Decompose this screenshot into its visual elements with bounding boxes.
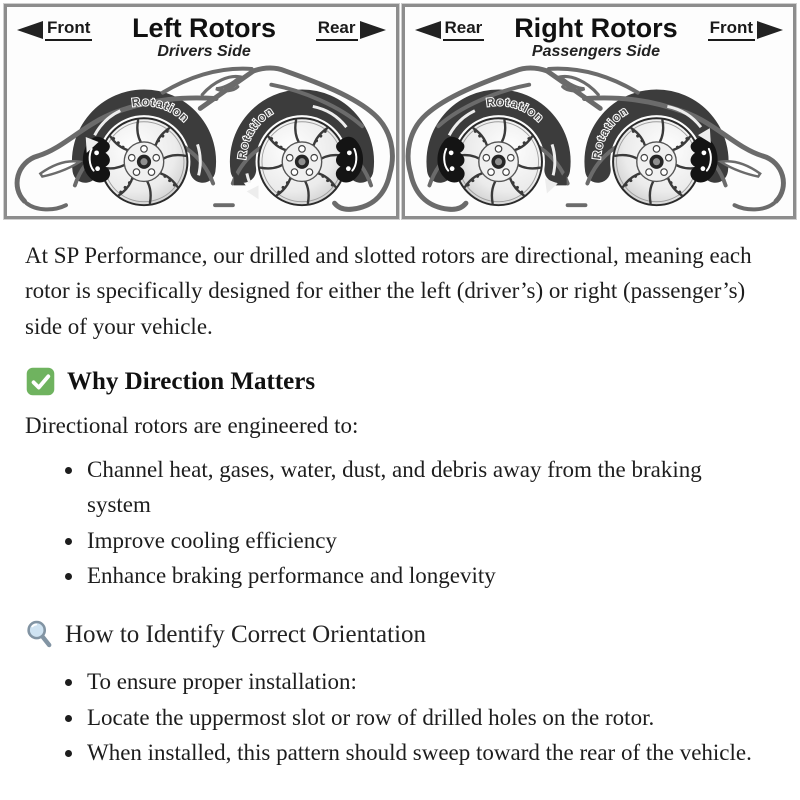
engineered-lead-text: Directional rotors are engineered to: [25,413,359,439]
right-car-illustration [405,63,794,219]
rotation-label: Rotation [485,96,546,126]
bullet-item: • Channel heat, gases, water, dust, and debris away from the braking system [85,452,758,523]
arrow-right-icon [757,21,783,39]
panel-subtitle: Passengers Side [531,43,660,60]
left-rotors-panel [4,4,399,219]
left-car-illustration [7,63,396,219]
panel-subtitle: Drivers Side [157,43,251,60]
identify-orientation-heading [25,619,758,650]
right-panel-header [405,7,794,61]
why-direction-matters-heading [25,366,758,397]
panel-title: Right Rotors [514,13,678,43]
panel-titles [484,15,707,61]
arrow-right-icon [360,21,386,39]
arrow-left-icon [415,21,441,39]
direction-label: Front [45,19,92,41]
check-mark-icon [25,366,56,397]
bullet-item: • Enhance braking performance and longevity [85,558,758,593]
bullet-item: • Improve cooling efficiency [85,523,758,558]
identify-bullet-list [25,664,758,770]
why-bullet-list [25,452,758,594]
right-rotors-panel [402,4,797,219]
bullet-item: • To ensure proper installation: [85,664,758,699]
arrow-left-icon [17,21,43,39]
bullet-item: • When installed, this pattern should sweep toward the rear of the vehicle. [85,735,758,770]
heading-text: How to Identify Correct Orientation [65,620,427,648]
rear-direction-indicator [316,19,386,41]
intro-paragraph: At SP Performance, our drilled and slotted rotors are directional, meaning each rotor is specifically designed for either the left (driver’s) or right (passenger’s) side of your vehicle. [25,243,752,339]
rear-direction-indicator [415,19,485,41]
rotor-direction-diagram [0,0,800,219]
direction-label: Rear [443,19,485,41]
front-direction-indicator [708,19,783,41]
heading-text: Why Direction Matters [67,367,316,395]
article-body [0,219,800,771]
panel-titles [92,15,315,61]
front-direction-indicator [17,19,92,41]
rotation-label: Rotation [590,104,631,161]
direction-label: Front [708,19,755,41]
magnifying-glass-icon [25,619,54,650]
left-panel-header [7,7,396,61]
rotation-label: Rotation [131,96,192,126]
bullet-item: • Locate the uppermost slot or row of drilled holes on the rotor. [85,700,758,735]
rotation-label: Rotation [236,104,277,161]
direction-label: Rear [316,19,358,41]
panel-title: Left Rotors [132,13,277,43]
